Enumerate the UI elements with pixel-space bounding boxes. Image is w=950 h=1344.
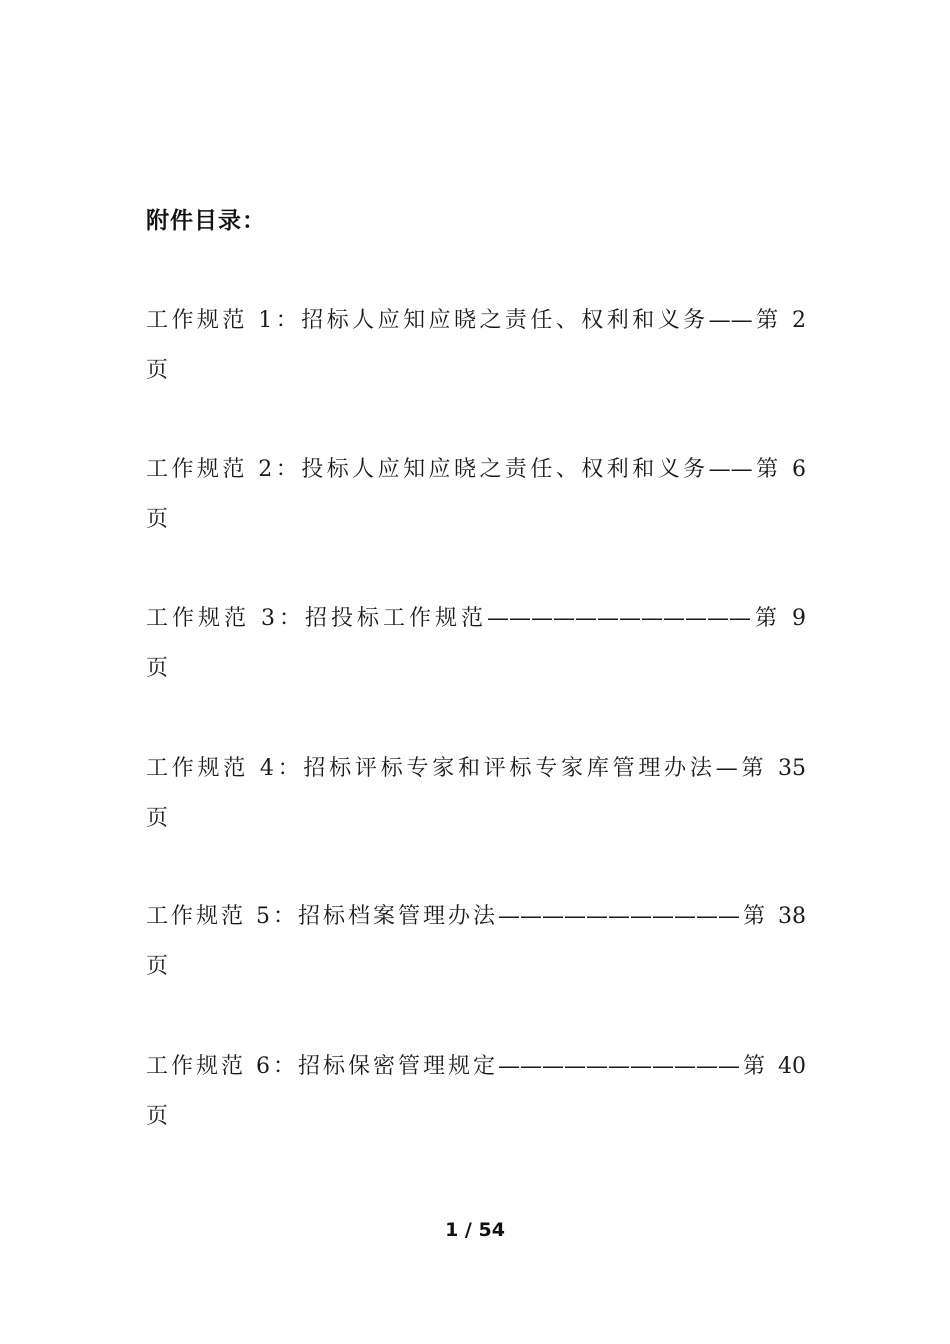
toc-entry-page-suffix: 页 — [146, 358, 169, 383]
toc-entry — [146, 445, 806, 545]
toc-entry-text: 工作规范 4：招标评标专家和评标专家库管理办法—第 35 — [146, 756, 806, 781]
toc-entry — [146, 296, 806, 396]
toc-entry — [146, 744, 806, 844]
toc-heading: 附件目录： — [146, 208, 266, 234]
toc-entry-text: 工作规范 2：投标人应知应晓之责任、权利和义务——第 6 — [146, 457, 806, 482]
toc-entry-page-suffix: 页 — [146, 507, 169, 532]
toc-entry-text: 工作规范 1：招标人应知应晓之责任、权利和义务——第 2 — [146, 308, 806, 333]
toc-entry-page-suffix: 页 — [146, 954, 169, 979]
toc-entry — [146, 1042, 806, 1142]
toc-entry-page-suffix: 页 — [146, 656, 169, 681]
toc-entry-text: 工作规范 3：招投标工作规范————————————第 9 — [146, 606, 806, 631]
toc-entry — [146, 892, 806, 992]
toc-entry-text: 工作规范 5：招标档案管理办法———————————第 38 — [146, 904, 806, 929]
toc-entry-page-suffix: 页 — [146, 806, 169, 831]
page-number: 1 / 54 — [445, 1219, 505, 1241]
toc-entry-page-suffix: 页 — [146, 1104, 169, 1129]
toc-entry-text: 工作规范 6：招标保密管理规定———————————第 40 — [146, 1054, 806, 1079]
toc-entry — [146, 594, 806, 694]
